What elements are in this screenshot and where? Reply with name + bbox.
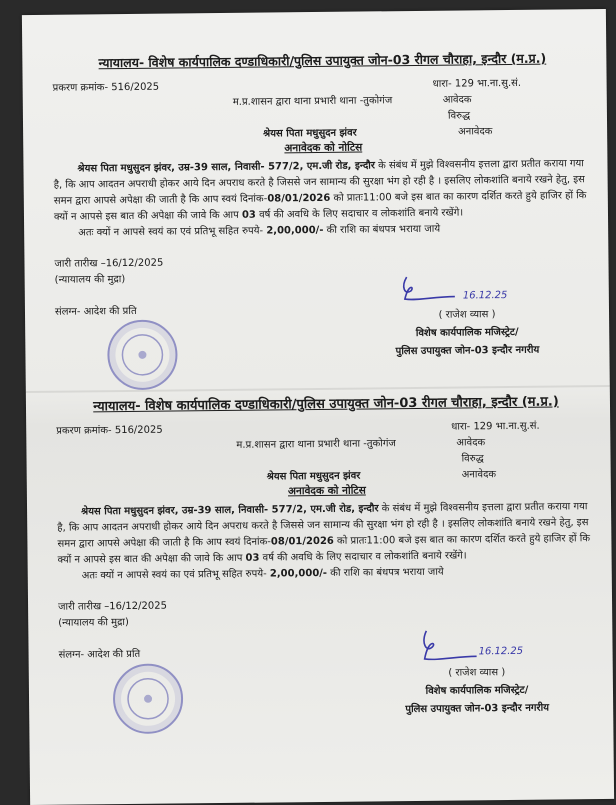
paragraph-text: वर्ष की अवधि के लिए सदाचार व लोकशांति बनाये रखेंगे।	[255, 207, 464, 221]
issue-date: जारी तारीख –16/12/2025	[58, 600, 167, 613]
notice-paragraph-1	[53, 156, 594, 226]
section: धारा- 129 भा.ना.सु.सं.	[451, 420, 540, 433]
versus: विरुद्ध	[447, 110, 471, 122]
notice-body	[53, 156, 594, 242]
court-seal-stamp	[113, 663, 184, 734]
applicant-role: आवेदक	[456, 437, 486, 449]
notice-paragraph-1	[57, 499, 598, 569]
paper-sheet	[22, 9, 614, 805]
respondent-role: अनावेदक	[461, 469, 497, 481]
paragraph-text: को प्रातः11:00 बजे इस बात का कारण दर्शित करते हुये हाजिर हों कि क्यों न आपसे इस बात की अपेक्षा की जावे कि आप	[57, 533, 591, 566]
paragraph-text: की राशि का बंधपत्र भराया जाये	[323, 223, 441, 236]
court-seal-label: (न्यायालय की मुद्रा)	[54, 274, 126, 286]
notice-body	[57, 499, 598, 585]
notice-copy-1	[52, 49, 595, 358]
complainant: म.प्र.शासन द्वारा थाना प्रभारी थाना -तुकोगंज	[236, 438, 396, 451]
court-seal-label: (न्यायालय की मुद्रा)	[58, 616, 129, 629]
case-number: प्रकरण क्रमांक- 516/2025	[56, 424, 163, 437]
hearing-date: 08/01/2026	[267, 192, 331, 205]
signatory-name: ( राजेश व्यास )	[438, 309, 496, 321]
enclosure: संलग्न- आदेश की प्रति	[54, 305, 137, 318]
respondent-role: अनावेदक	[458, 126, 493, 138]
paragraph-text: को प्रातः11:00 बजे इस बात का कारण दर्शित करते हुये हाजिर हों कि क्यों न आपसे इस बात की अपेक्षा की जावे कि आप	[53, 190, 587, 223]
court-title: न्यायालय- विशेष कार्यपालिक दण्डाधिकारी/पुलिस उपायुक्त जोन-03 रीगल चौराहा, इन्दौर (म.प्र.)	[93, 394, 559, 415]
paragraph-text: के संबंध में मुझे विश्वसनीय इत्तला द्वारा प्रतीत कराया गया है, कि आप आदतन अपराधी होकर आये दिन अपराध करते है जिससे जन सामान्य की सुरक्षा भंग हो रही है । इसलिए लोकशांति बनाये रखने हेतु, इस समन द्वारा आपसे अपेक्षा की जाती है कि आप स्वयं दिनांक-	[53, 158, 585, 207]
paragraph-text: अतः क्यों न आपसे स्वयं का एवं प्रतिभू सहित रुपये-	[81, 568, 270, 582]
notice-copy-2	[56, 391, 599, 716]
versus: विरुद्ध	[461, 453, 484, 465]
notice-heading-text: अनावेदक को नोटिस	[284, 141, 363, 155]
applicant-role: आवेदक	[442, 94, 472, 106]
paragraph-text: की राशि का बंधपत्र भराया जाये	[326, 566, 444, 579]
signatory-office: पुलिस उपायुक्त जोन-03 इन्दौर नगरीय	[395, 344, 540, 358]
signatory-block	[377, 663, 578, 715]
complainant: म.प्र.शासन द्वारा थाना प्रभारी थाना -तुकोगंज	[232, 95, 393, 108]
signature-date: 16.12.25	[478, 645, 524, 658]
bond-amount: 2,00,000/-	[266, 224, 324, 237]
respondent-details: श्रेयस पिता मधुसुदन झंवर, उम्र-39 साल, निवासी- 577/2, एम.जी रोड, इन्दौर	[81, 503, 379, 518]
issue-date: जारी तारीख –16/12/2025	[54, 257, 164, 270]
paragraph-text: अतः क्यों न आपसे स्वयं का एवं प्रतिभू सहित रुपये-	[78, 225, 267, 239]
court-title: न्यायालय- विशेष कार्यपालिक दण्डाधिकारी/पुलिस उपायुक्त जोन-03 रीगल चौराहा, इन्दौर (म.प्र.)	[98, 50, 547, 71]
enclosure: संलग्न- आदेश की प्रति	[58, 648, 141, 661]
respondent-details: श्रेयस पिता मधुसुदन झंवर, उम्र-39 साल, निवासी- 577/2, एम.जी रोड, इन्दौर	[77, 160, 375, 175]
section: धारा- 129 भा.ना.सु.सं.	[432, 77, 522, 90]
bond-years: 03	[245, 552, 260, 564]
signatory-designation: विशेष कार्यपालिक मजिस्ट्रेट/	[425, 684, 529, 697]
court-seal-stamp	[107, 319, 178, 390]
respondent: श्रेयस पिता मधुसुदन झंवर	[266, 470, 361, 483]
paragraph-text: वर्ष की अवधि के लिए सदाचार व लोकशांति बनाये रखेंगे।	[259, 550, 467, 564]
case-number: प्रकरण क्रमांक- 516/2025	[52, 81, 160, 94]
signatory-office: पुलिस उपायुक्त जोन-03 इन्दौर नगरीय	[405, 702, 550, 716]
signatory-name: ( राजेश व्यास )	[448, 667, 506, 679]
bond-years: 03	[241, 209, 256, 221]
respondent: श्रेयस पिता मधुसुदन झंवर	[263, 127, 357, 140]
notice-heading-text: अनावेदक को नोटिस	[287, 484, 366, 498]
paragraph-text: के संबंध में मुझे विश्वसनीय इत्तला द्वारा प्रतीत कराया गया है, कि आप आदतन अपराधी होकर आये दिन अपराध करते है जिससे जन सामान्य की सुरक्षा भंग हो रही है । इसलिए लोकशांति बनाये रखने हेतु, इस समन द्वारा आपसे अपेक्षा की जाती है कि आप स्वयं दिनांक-	[57, 501, 589, 550]
bond-amount: 2,00,000/-	[269, 567, 328, 580]
signatory-block	[367, 305, 568, 357]
hearing-date: 08/01/2026	[270, 535, 334, 548]
signature-date: 16.12.25	[462, 290, 508, 302]
signatory-designation: विशेष कार्यपालिक मजिस्ट्रेट/	[415, 326, 519, 339]
